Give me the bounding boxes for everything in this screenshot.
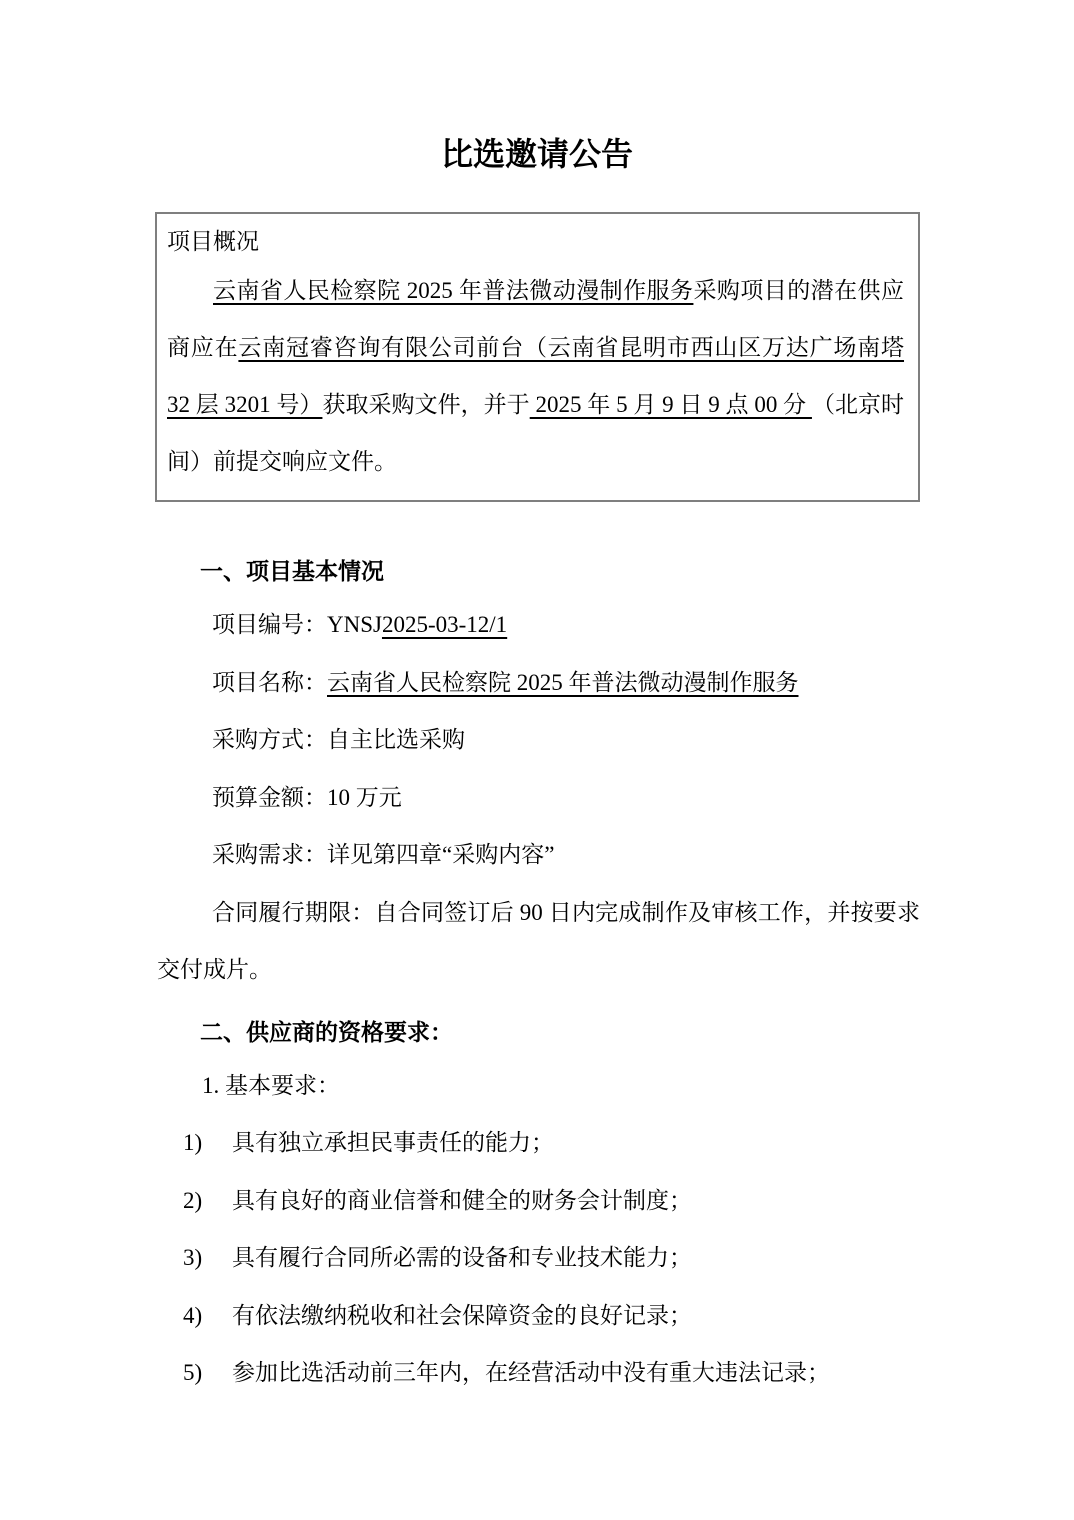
project-name-line (157, 654, 920, 712)
plain-text: 项目编号：YNSJ (212, 612, 382, 637)
requirement-item-2 (157, 1172, 920, 1230)
requirement-number: 4) (183, 1302, 203, 1328)
page-title: 比选邀请公告 (440, 136, 633, 172)
overview-paragraph (167, 262, 904, 490)
project-number-line (157, 596, 920, 654)
basic-requirements-label: 1. 基本要求： (202, 1072, 340, 1098)
requirement-text: 有依法缴纳税收和社会保障资金的良好记录； (232, 1302, 692, 1328)
section1-heading: 一、项目基本情况 (200, 558, 384, 584)
underlined-text: 2025 年 5 月 9 日 9 点 00 分 (529, 392, 812, 417)
underlined-text: 云南冠睿咨询有限公司前台（云南省昆明市西山区万达广场南塔 32 层 3201 号） (167, 335, 905, 417)
plain-text: 采购方式：自主比选采购 (212, 727, 465, 752)
underlined-text: 云南省人民检察院 2025 年普法微动漫制作服务 (327, 669, 799, 695)
underlined-text: 2025-03-12/1 (381, 612, 508, 637)
section2-heading: 二、供应商的资格要求： (200, 1018, 453, 1045)
plain-text: 采购需求：详见第四章“采购内容” (212, 842, 555, 867)
requirement-number: 3) (183, 1245, 203, 1270)
plain-text: 获取采购文件，并于 (322, 392, 530, 417)
overview-label: 项目概况 (167, 229, 259, 254)
requirement-text: 具有良好的商业信誉和健全的财务会计制度； (232, 1187, 692, 1213)
procurement-method-line (157, 711, 920, 769)
requirement-item-5 (157, 1344, 920, 1402)
plain-text: （北京时间）前提交响应文件。 (167, 392, 905, 474)
plain-text: 项目名称： (212, 669, 327, 695)
procurement-demand-line (157, 826, 920, 884)
requirement-text: 具有独立承担民事责任的能力； (232, 1130, 554, 1155)
requirement-item-1 (157, 1114, 920, 1172)
document-body (157, 546, 920, 1402)
requirement-item-3 (157, 1229, 920, 1287)
requirement-text: 参加比选活动前三年内，在经营活动中没有重大违法记录； (232, 1360, 830, 1385)
requirement-number: 2) (183, 1187, 203, 1213)
contract-term-paragraph (157, 884, 920, 999)
requirement-item-4 (157, 1287, 920, 1345)
plain-text: 合同履行期限：自合同签订后 90 日内完成制作及审核工作，并按要求交付成片。 (157, 899, 920, 982)
underlined-text: 云南省人民检察院 2025 年普法微动漫制作服务 (213, 278, 694, 303)
budget-amount-line (157, 769, 920, 827)
plain-text: 预算金额：10 万元 (212, 784, 402, 810)
requirement-number: 1) (183, 1130, 203, 1155)
requirement-number: 5) (183, 1360, 203, 1385)
plain-text: 采购项目的潜在供应商应在 (167, 278, 905, 360)
project-overview-box (155, 212, 920, 502)
requirement-text: 具有履行合同所必需的设备和专业技术能力； (232, 1245, 692, 1270)
